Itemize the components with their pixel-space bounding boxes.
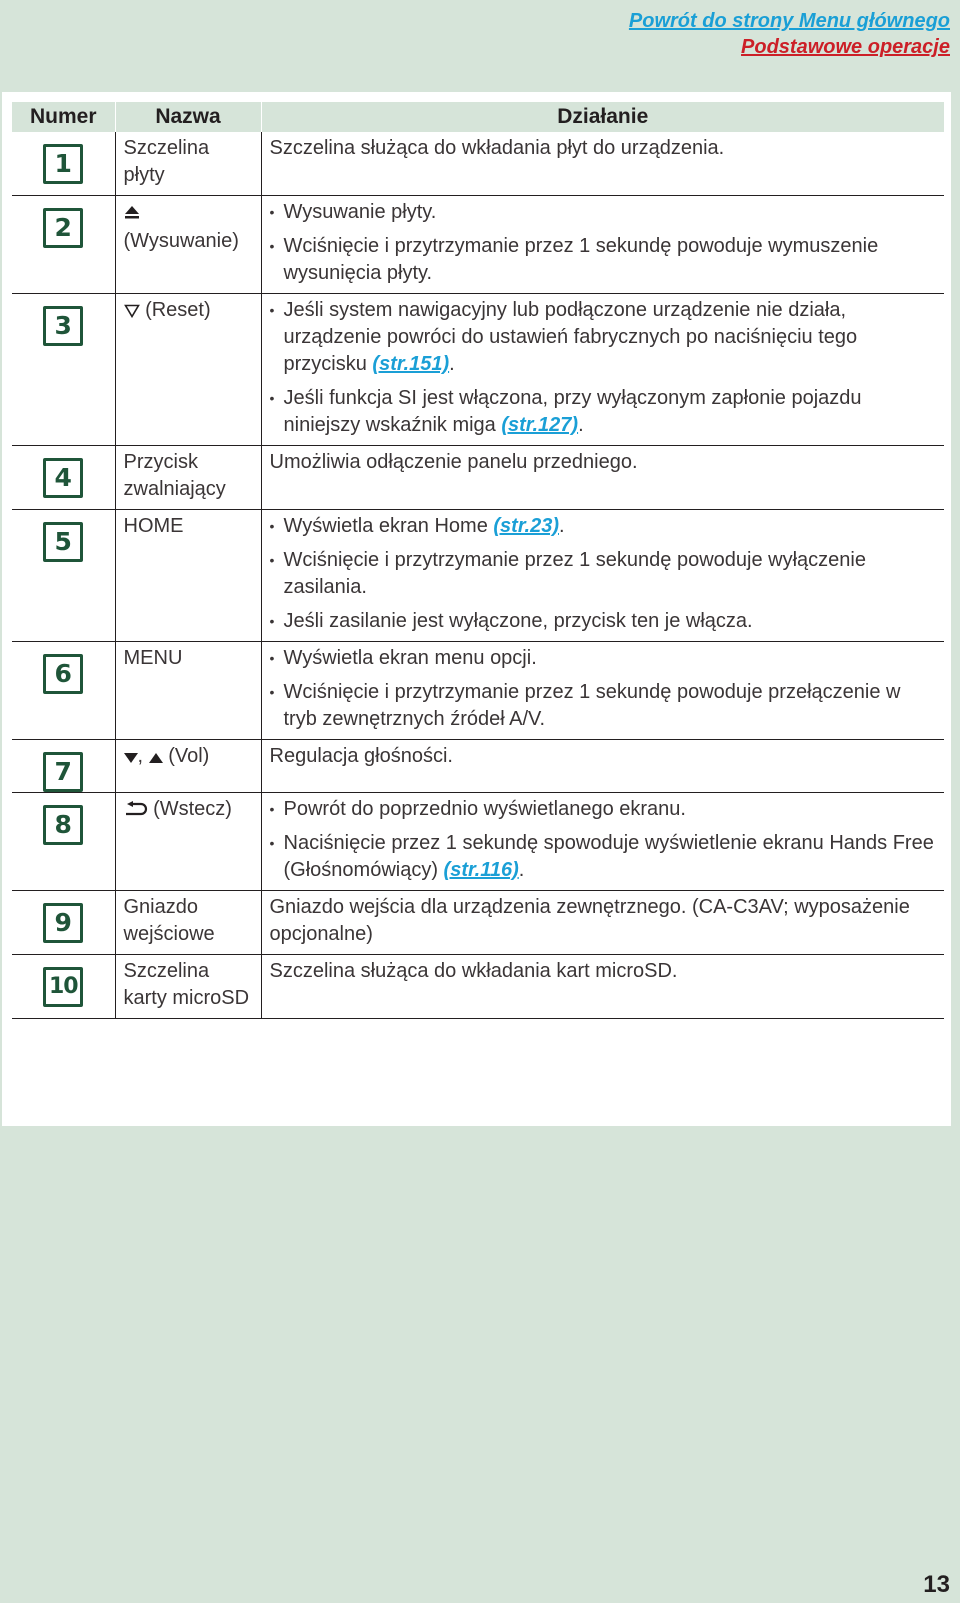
action-item: [270, 385, 937, 439]
table-row: [12, 955, 944, 1019]
action-item: [270, 679, 937, 733]
page-reference-link[interactable]: (str.116): [443, 859, 519, 881]
action-text: Wyświetla ekran Home: [283, 515, 494, 537]
row-name-cell: [115, 891, 261, 955]
item-number-badge: 10: [43, 967, 83, 1007]
item-number-badge: 4: [43, 458, 83, 498]
table-row: [12, 132, 944, 196]
item-name: (Wstecz): [153, 798, 232, 820]
action-text: Jeśli zasilanie jest wyłączone, przycisk ten je włącza.: [283, 610, 753, 632]
item-name: Szczelina karty microSD: [123, 960, 250, 1009]
row-action-cell: [261, 510, 944, 642]
action-list: [270, 796, 937, 884]
action-list: [270, 645, 937, 733]
row-number-cell: [12, 642, 115, 740]
icon-separator: ,: [137, 745, 144, 767]
operations-table: [12, 102, 944, 1019]
content-panel: [2, 92, 951, 1126]
item-number-badge: 8: [43, 805, 83, 845]
row-name-cell: [115, 446, 261, 510]
volume-up-icon: [149, 745, 163, 772]
item-name: MENU: [123, 647, 183, 669]
table-header-row: [12, 102, 944, 132]
item-number-badge: 6: [43, 654, 83, 694]
row-name-cell: [115, 294, 261, 446]
basic-operations-link[interactable]: Podstawowe operacje: [741, 36, 950, 58]
row-number-cell: [12, 955, 115, 1019]
item-name: (Wysuwanie): [123, 230, 239, 252]
action-punctuation: .: [449, 353, 455, 375]
action-text: Wciśnięcie i przytrzymanie przez 1 sekundę powoduje wyłączenie zasilania.: [283, 549, 866, 598]
action-punctuation: .: [578, 414, 584, 436]
action-text: Wysuwanie płyty.: [283, 201, 437, 223]
action-text: Jeśli funkcja SI jest włączona, przy wyłączonym zapłonie pojazdu niniejszy wskaźnik miga: [283, 387, 862, 436]
item-number-badge: 1: [43, 144, 83, 184]
item-name: Przycisk zwalniający: [123, 451, 226, 500]
action-text: Wciśnięcie i przytrzymanie przez 1 sekundę powoduje przełączenie w tryb zewnętrznych źródeł A/V.: [283, 681, 901, 730]
reset-triangle-icon: [124, 299, 140, 326]
table-row: [12, 446, 944, 510]
header-action: Działanie: [261, 102, 944, 132]
action-punctuation: .: [518, 859, 525, 881]
row-name-cell: [115, 955, 261, 1019]
row-name-cell: [115, 510, 261, 642]
action-text: Wyświetla ekran menu opcji.: [283, 647, 537, 669]
row-action-cell: [261, 642, 944, 740]
action-text: Szczelina służąca do wkładania płyt do urządzenia.: [269, 137, 725, 159]
action-item: [270, 233, 937, 287]
row-number-cell: [12, 740, 115, 793]
item-number-badge: 7: [43, 752, 83, 792]
row-name-cell: [115, 132, 261, 196]
action-item: [270, 513, 937, 540]
action-item: [270, 547, 937, 601]
item-name: (Reset): [145, 299, 211, 321]
table-row: [12, 510, 944, 642]
item-number-badge: 3: [43, 306, 83, 346]
item-name: Szczelina płyty: [123, 137, 210, 186]
home-menu-link[interactable]: Powrót do strony Menu głównego: [628, 10, 950, 32]
row-action-cell: [261, 446, 944, 510]
header-name: Nazwa: [115, 102, 261, 132]
row-action-cell: [261, 793, 944, 891]
row-action-cell: [261, 955, 944, 1019]
row-name-cell: [115, 740, 261, 793]
item-number-badge: 9: [43, 903, 83, 943]
table-row: [12, 294, 944, 446]
action-item: [270, 297, 937, 378]
row-number-cell: [12, 891, 115, 955]
item-name: Gniazdo wejściowe: [123, 896, 215, 945]
item-name: (Vol): [168, 745, 210, 767]
row-number-cell: [12, 196, 115, 294]
item-number-badge: 2: [43, 208, 83, 248]
header-number: Numer: [12, 102, 115, 132]
row-number-cell: [12, 132, 115, 196]
action-item: [270, 199, 937, 226]
action-punctuation: .: [558, 515, 565, 537]
table-row: [12, 642, 944, 740]
table-row: [12, 891, 944, 955]
table-row: [12, 740, 944, 793]
row-action-cell: [261, 132, 944, 196]
top-navigation: [629, 8, 950, 60]
item-name: HOME: [123, 515, 184, 537]
page-number: 13: [923, 1571, 950, 1598]
row-number-cell: [12, 446, 115, 510]
row-action-cell: [261, 294, 944, 446]
row-action-cell: [261, 740, 944, 793]
row-name-cell: [115, 196, 261, 294]
back-arrow-icon: [124, 798, 148, 825]
volume-down-icon: [124, 745, 138, 772]
action-text: Szczelina służąca do wkładania kart microSD.: [269, 960, 678, 982]
action-item: [270, 608, 937, 635]
row-action-cell: [261, 196, 944, 294]
eject-icon: [124, 201, 140, 228]
row-name-cell: [115, 642, 261, 740]
action-text: Gniazdo wejścia dla urządzenia zewnętrznego. (CA-C3AV; wyposażenie opcjonalne): [269, 896, 910, 945]
action-item: [270, 645, 937, 672]
row-action-cell: [261, 891, 944, 955]
action-item: [270, 830, 937, 884]
row-name-cell: [115, 793, 261, 891]
page-reference-link[interactable]: (str.151): [372, 353, 450, 375]
row-number-cell: [12, 510, 115, 642]
item-number-badge: 5: [43, 522, 83, 562]
action-text: Powrót do poprzednio wyświetlanego ekranu.: [283, 798, 686, 820]
action-text: Regulacja głośności.: [269, 745, 453, 767]
action-list: [270, 199, 937, 287]
action-item: [270, 796, 937, 823]
action-text: Wciśnięcie i przytrzymanie przez 1 sekundę powoduje wymuszenie wysunięcia płyty.: [283, 235, 879, 284]
row-number-cell: [12, 793, 115, 891]
table-row: [12, 196, 944, 294]
action-list: [270, 513, 937, 635]
table-row: [12, 793, 944, 891]
row-number-cell: [12, 294, 115, 446]
action-text: Jeśli system nawigacyjny lub podłączone urządzenie nie działa, urządzenie powróci do ustawień fabrycznych po naciśnięciu tego przycisku: [283, 299, 858, 375]
action-text: Naciśnięcie przez 1 sekundę spowoduje wyświetlenie ekranu Hands Free (Głośnomówiący): [283, 832, 934, 881]
page-reference-link[interactable]: (str.127): [501, 414, 579, 436]
page-reference-link[interactable]: (str.23): [493, 515, 559, 537]
action-text: Umożliwia odłączenie panelu przedniego.: [269, 451, 638, 473]
action-list: [270, 297, 937, 439]
